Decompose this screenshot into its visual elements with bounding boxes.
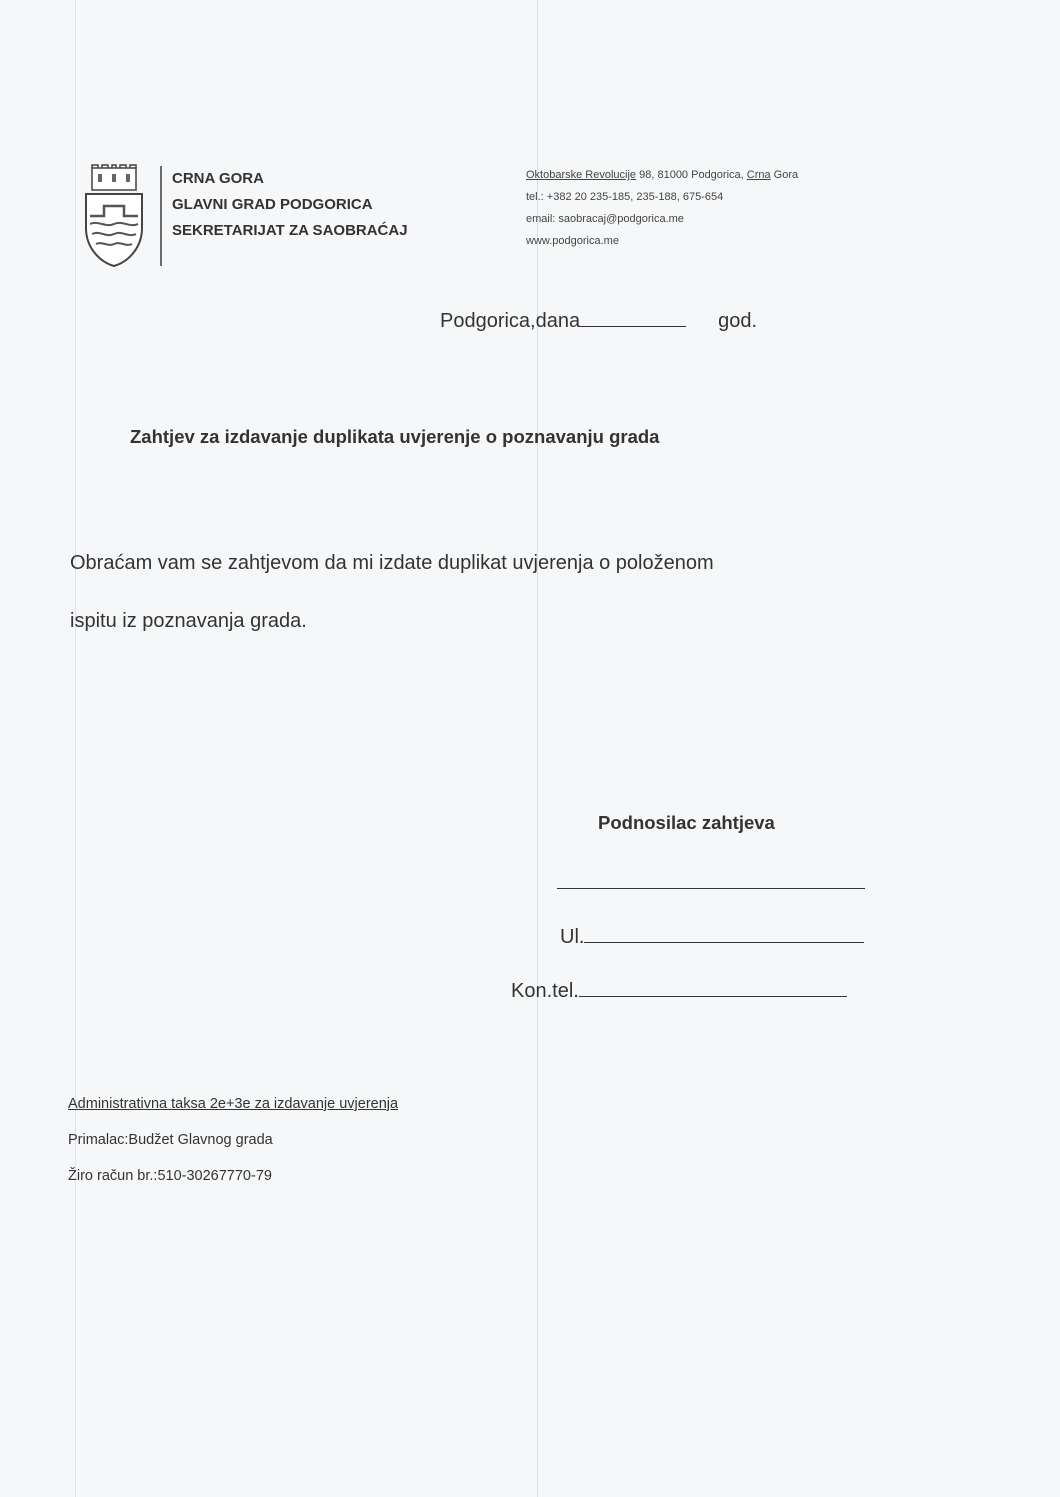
header-divider — [160, 166, 162, 266]
org-line-secretariat: SEKRETARIJAT ZA SAOBRAĆAJ — [172, 222, 408, 239]
fee-line-recipient: Primalac:Budžet Glavnog grada — [68, 1132, 273, 1148]
org-line-country: CRNA GORA — [172, 170, 264, 187]
street-label: Ul. — [560, 926, 585, 948]
contact-address — [526, 164, 798, 186]
request-body — [70, 534, 714, 650]
organization-block — [172, 166, 408, 244]
org-line-city: GLAVNI GRAD PODGORICA — [172, 196, 373, 213]
body-line-2: ispitu iz poznavanja grada. — [70, 610, 307, 632]
date-suffix: god. — [718, 310, 758, 332]
city-coat-of-arms-icon — [82, 164, 146, 268]
fee-line-account: Žiro račun br.:510-30267770-79 — [68, 1168, 272, 1184]
contact-web: www.podgorica.me — [526, 235, 619, 247]
date-blank-field[interactable] — [580, 324, 686, 327]
scan-edge-line — [75, 0, 76, 1497]
phone-field — [511, 978, 847, 1003]
street-blank-field[interactable] — [584, 924, 864, 943]
signature-line[interactable] — [557, 888, 865, 889]
contact-block — [526, 164, 798, 252]
body-line-1: Obraćam vam se zahtjevom da mi izdate duplikat uvjerenja o položenom — [70, 552, 714, 574]
phone-label: Kon.tel. — [511, 980, 579, 1002]
street-field — [560, 924, 864, 949]
fee-line-tax: Administrativna taksa 2e+3e za izdavanje uvjerenja — [68, 1096, 399, 1112]
address-tail: Gora — [770, 169, 799, 181]
contact-email: email: saobracaj@podgorica.me — [526, 213, 684, 225]
contact-phone: tel.: +382 20 235-185, 235-188, 675-654 — [526, 191, 724, 203]
phone-blank-field[interactable] — [579, 978, 847, 997]
request-title: Zahtjev za izdavanje duplikata uvjerenje o poznavanju grada — [130, 426, 660, 447]
address-country: Crna — [746, 169, 771, 181]
date-prefix: Podgorica,dana — [440, 310, 581, 332]
applicant-label: Podnosilac zahtjeva — [598, 812, 775, 833]
fee-block — [68, 1086, 398, 1194]
date-line — [440, 310, 757, 333]
address-street: Oktobarske Revolucije — [526, 169, 637, 181]
address-rest: 98, 81000 Podgorica, — [636, 169, 747, 181]
